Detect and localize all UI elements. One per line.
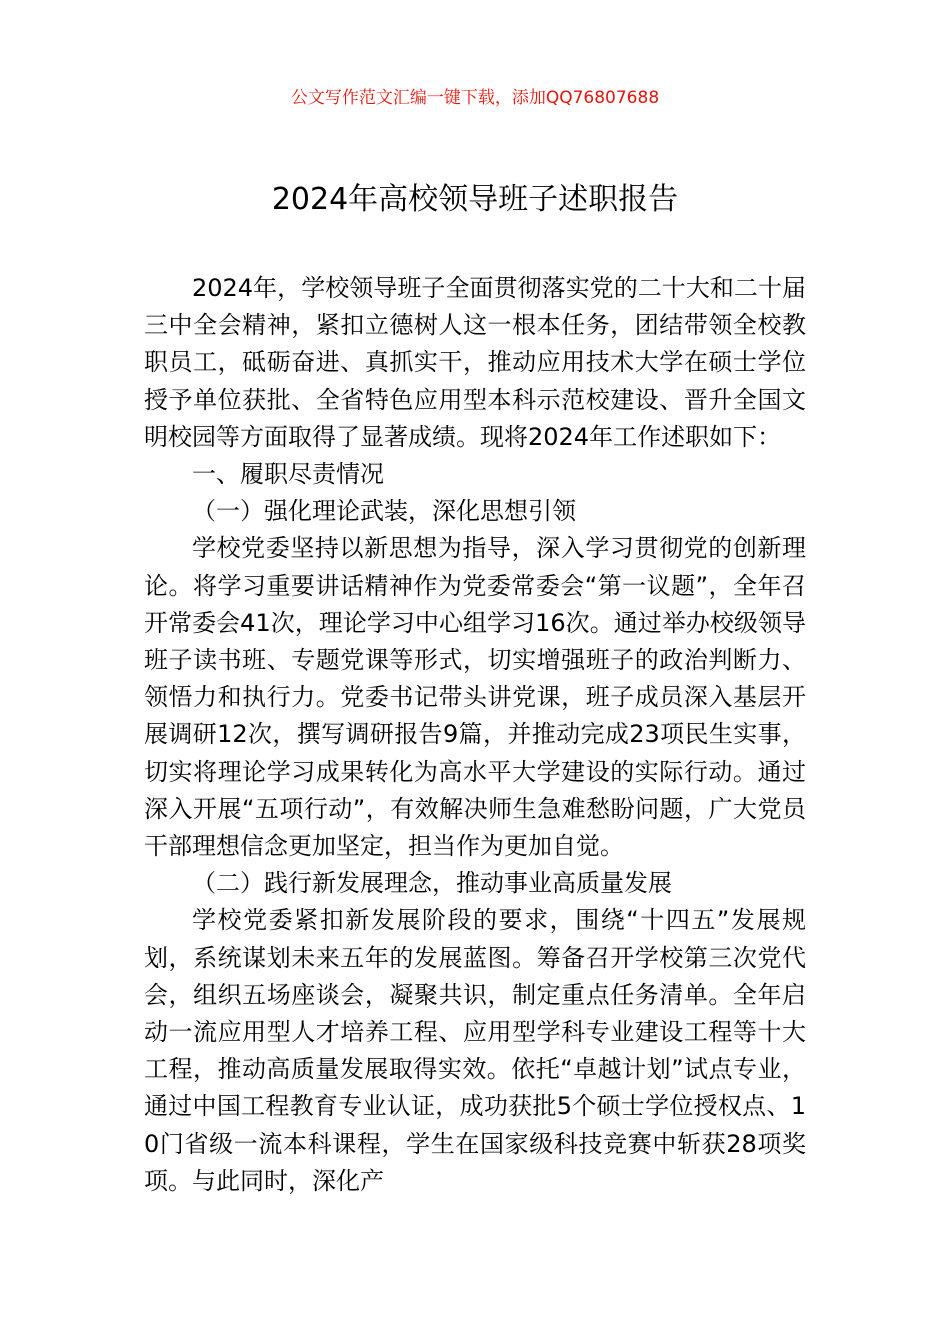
paragraph-development: 学校党委紧扣新发展阶段的要求，围绕“十四五”发展规划，系统谋划未来五年的发展蓝图。筹备召开学校第三次党代会，组织五场座谈会，凝聚共识，制定重点任务清单。全年启动一流应用型人才培养工程、应用型学科专业建设工程等十大工程，推动高质量发展取得实效。依托“卓越计划”试点专业，通过中国工程教育专业认证，成功获批5个硕士学位授权点、10门省级一流本科课程，学生在国家级科技竞赛中斩获28项奖项。与此同时，深化产 (144, 906, 806, 1195)
section-heading-1: 一、履职尽责情况 (192, 460, 384, 489)
document-title: 2024年高校领导班子述职报告 (271, 182, 679, 217)
paragraph-theory: 学校党委坚持以新思想为指导，深入学习贯彻党的创新理论。将学习重要讲话精神作为党委常委会“第一议题”，全年召开常委会41次，理论学习中心组学习16次。通过举办校级领导班子读书班、专题党课等形式，切实增强班子的政治判断力、领悟力和执行力。党委书记带头讲党课，班子成员深入基层开展调研12次，撰写调研报告9篇，并推动完成23项民生实事，切实将理论学习成果转化为高水平大学建设的实际行动。通过深入开展“五项行动”，有效解决师生急难愁盼问题，广大党员干部理想信念更加坚定，担当作为更加自觉。 (144, 534, 806, 861)
paragraph-intro: 2024年，学校领导班子全面贯彻落实党的二十大和二十届三中全会精神，紧扣立德树人这一根本任务，团结带领全校教职员工，砥砺奋进、真抓实干，推动应用技术大学在硕士学位授予单位获批、全省特色应用型本科示范校建设、晋升全国文明校园等方面取得了显著成绩。现将2024年工作述职如下： (144, 274, 806, 451)
document-body (144, 270, 806, 1200)
subsection-heading-1: （一）强化理论武装，深化思想引领 (192, 497, 576, 526)
subsection-heading-2: （二）践行新发展理念，推动事业高质量发展 (192, 869, 672, 898)
header-banner: 公文写作范文汇编一键下载，添加QQ76807688 (290, 88, 660, 108)
